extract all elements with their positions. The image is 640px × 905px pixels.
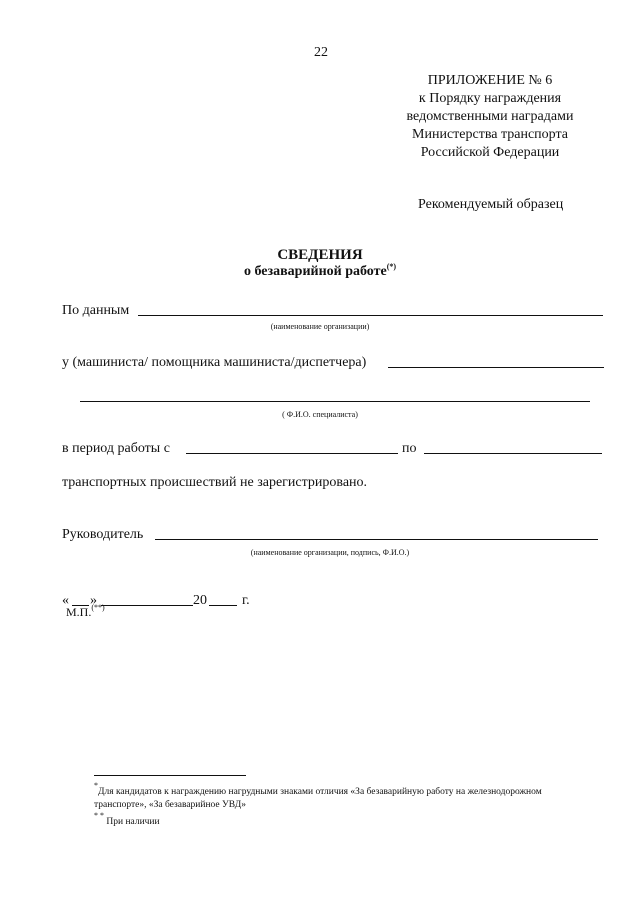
by-data-label: По данным (62, 303, 130, 318)
appendix-line-5: Российской Федерации (420, 145, 560, 160)
date-year-suffix: г. (242, 593, 250, 608)
head-label: Руководитель (62, 527, 144, 542)
date-month-field[interactable] (101, 605, 193, 606)
stamp-footnote-mark: (**) (91, 603, 105, 612)
appendix-line-4: Министерства транспорта (412, 127, 568, 142)
footnote-1 (94, 781, 542, 798)
footnote-2-mark: * * (94, 811, 104, 820)
fio-hint: ( Ф.И.О. специалиста) (282, 410, 358, 419)
footnote-2 (94, 811, 160, 828)
subtitle-footnote-mark: (*) (386, 262, 397, 271)
head-field[interactable] (155, 539, 598, 540)
document-title: СВЕДЕНИЯ (277, 247, 363, 263)
footnote-1-mark: * (94, 781, 98, 790)
statement-text: транспортных происшествий не зарегистрировано. (62, 475, 368, 490)
fio-field[interactable] (80, 401, 590, 402)
period-start-field[interactable] (186, 453, 398, 454)
appendix-line-1: ПРИЛОЖЕНИЕ № 6 (427, 73, 553, 88)
stamp-place (66, 605, 105, 620)
role-field[interactable] (388, 367, 604, 368)
period-to-label: по (402, 441, 417, 456)
footnote-1-text-a: Для кандидатов к награждению нагрудными знаками отличия «За безаварийную работу на железнодорожном (98, 787, 542, 797)
organization-hint: (наименование организации) (270, 322, 370, 331)
page-number: 22 (314, 45, 328, 60)
document-subtitle (180, 264, 460, 280)
stamp-label: М.П. (66, 605, 92, 619)
date-open-quote: « (62, 593, 69, 608)
recommended-sample: Рекомендуемый образец (418, 197, 564, 212)
date-close-quote: » (90, 593, 97, 608)
subtitle-text: о безаварийной работе (243, 264, 387, 279)
role-label: у (машиниста/ помощника машиниста/диспетчера) (62, 355, 367, 370)
footnote-2-text: При наличии (106, 817, 160, 827)
period-end-field[interactable] (424, 453, 602, 454)
date-year-field[interactable] (209, 605, 237, 606)
appendix-line-3: ведомственными наградами (406, 109, 574, 124)
period-label: в период работы с (62, 441, 170, 456)
date-year-prefix: 20 (193, 593, 207, 608)
appendix-line-2: к Порядку награждения (418, 91, 562, 106)
organization-field[interactable] (138, 315, 603, 316)
footnote-1-continued: транспорте», «За безаварийное УВД» (94, 800, 246, 810)
footnote-separator (94, 775, 246, 776)
head-hint: (наименование организации, подпись, Ф.И.О.) (250, 548, 410, 557)
